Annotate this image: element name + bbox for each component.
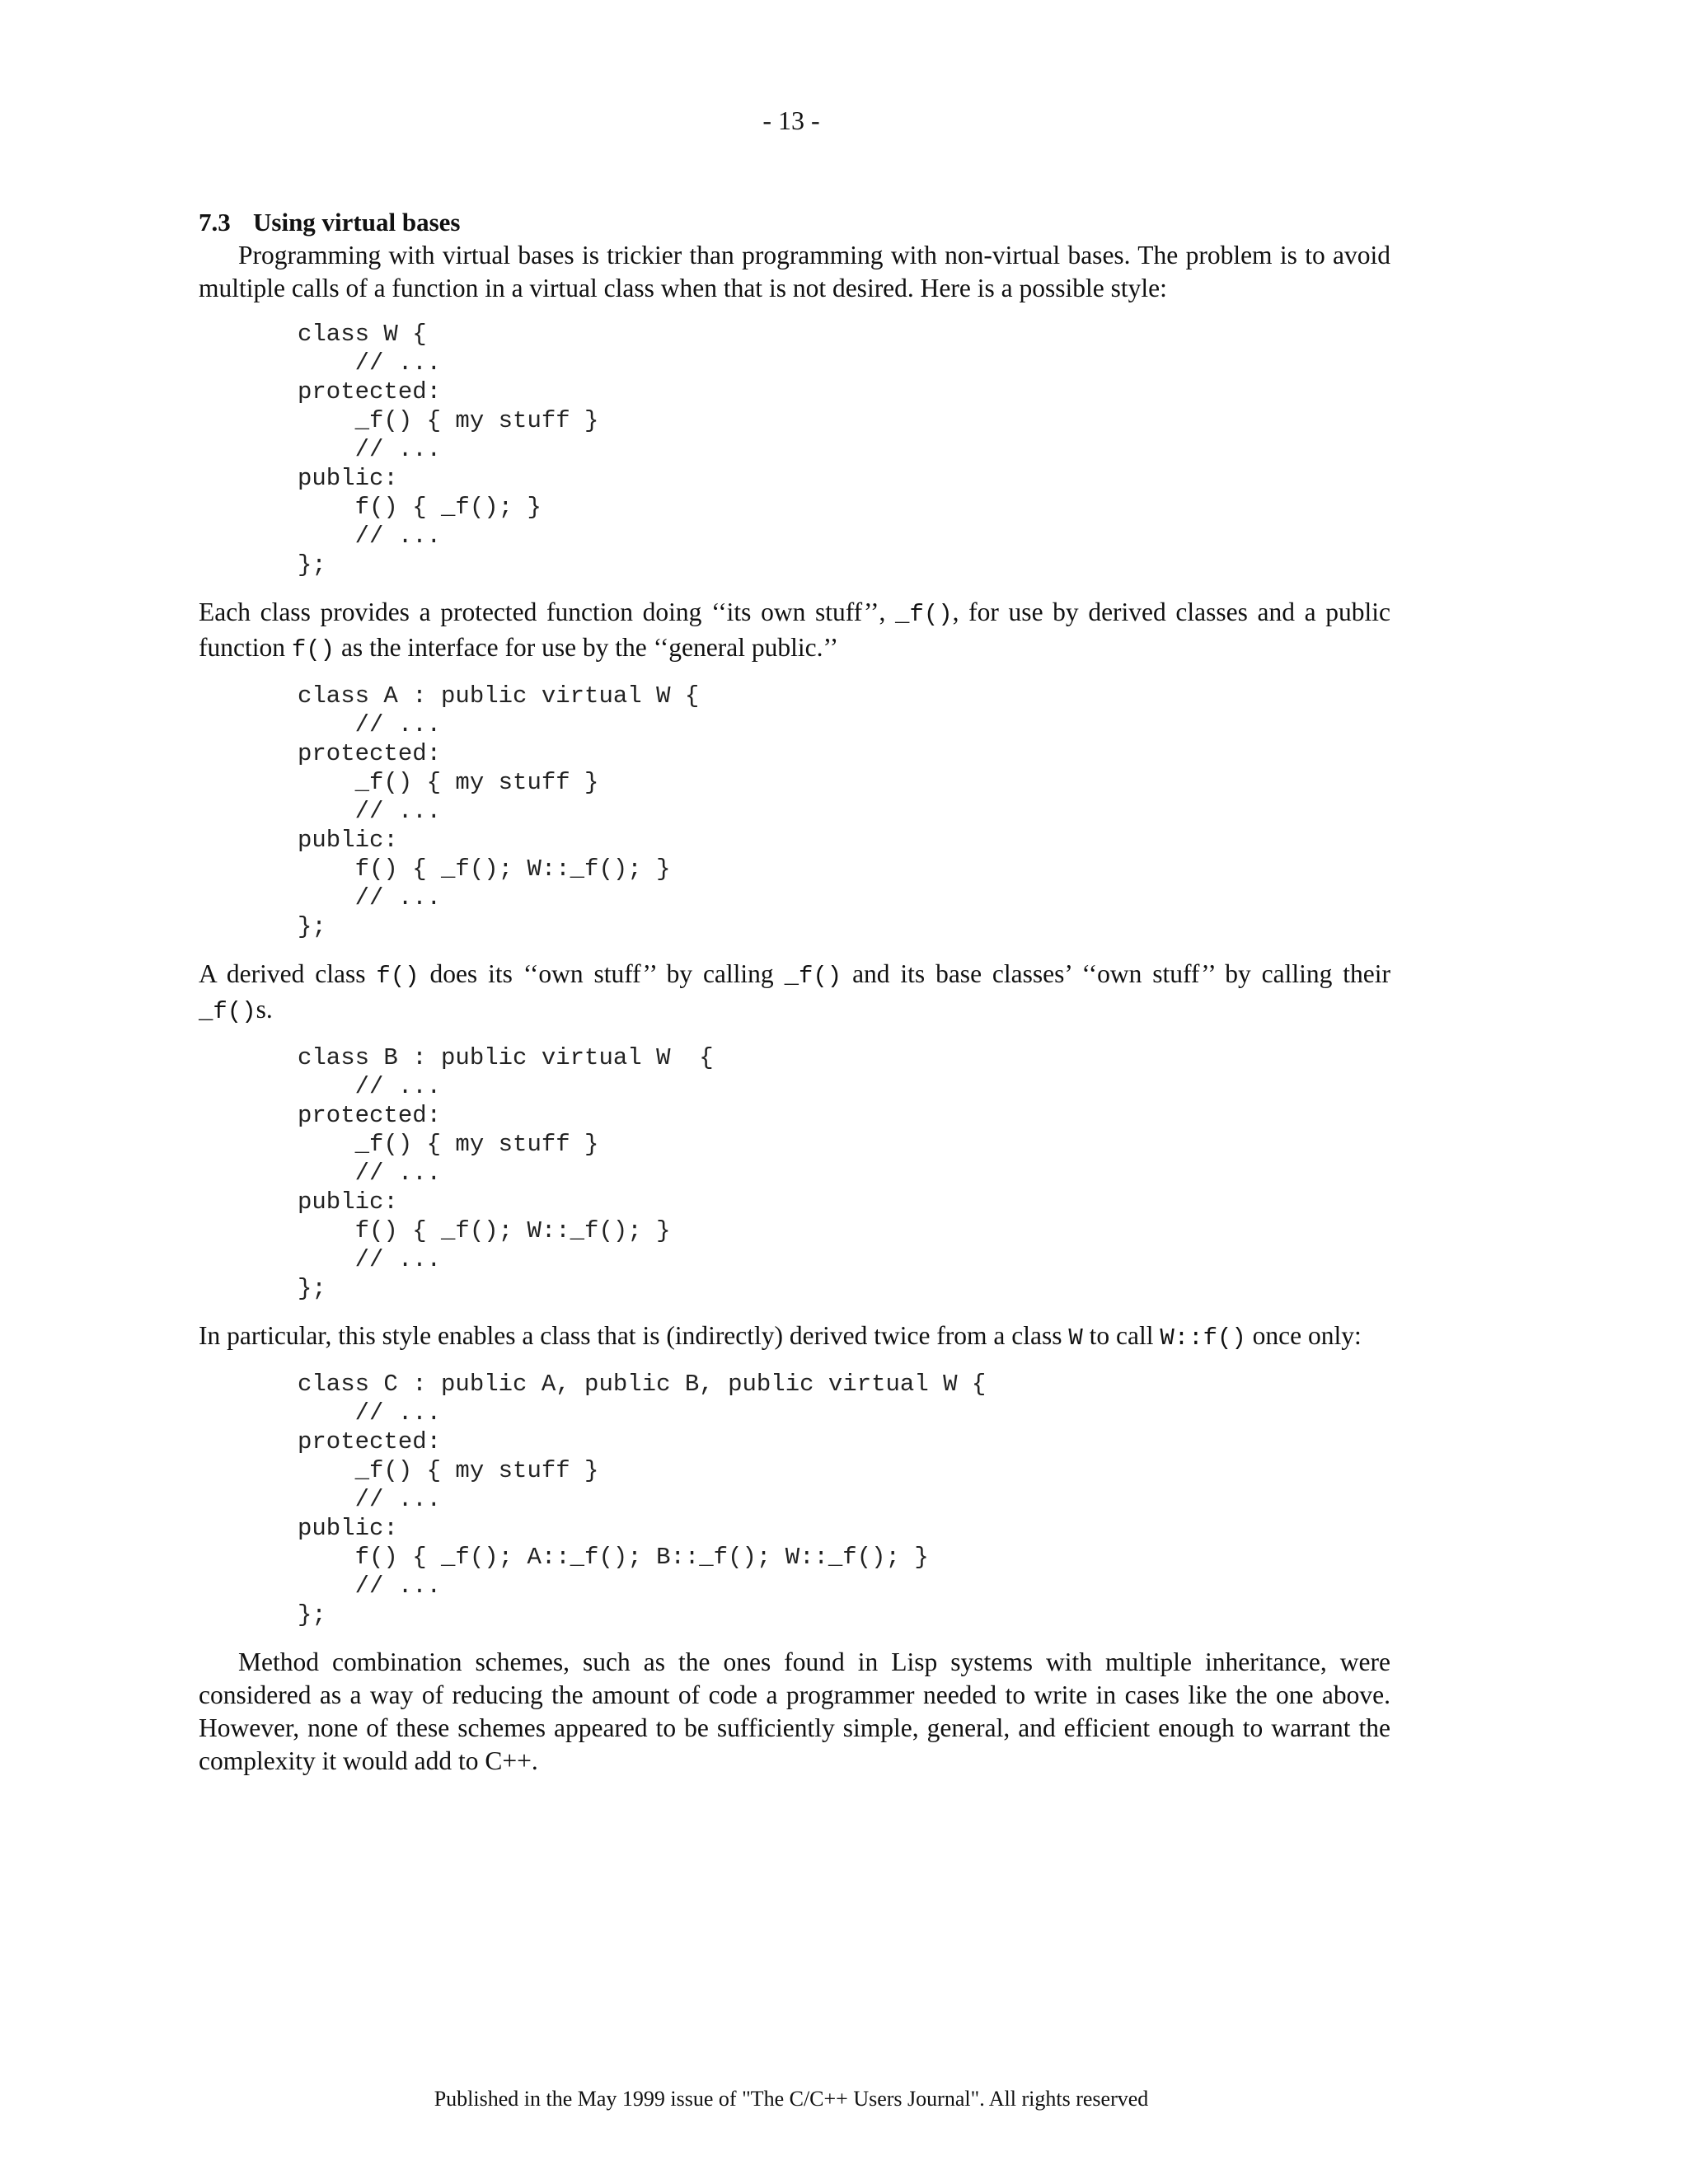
- text-run: as the interface for use by the ‘‘general public.’’: [335, 633, 839, 662]
- code-block-class-b: class B : public virtual W { // ... protected: _f() { my stuff } // ... public: f() { _f(); W::_f(); } // ... };: [298, 1044, 714, 1302]
- text-run: to call: [1082, 1321, 1160, 1350]
- section-number: 7.3: [199, 208, 231, 237]
- inline-code: W::f(): [1160, 1324, 1246, 1352]
- intro-paragraph: Programming with virtual bases is trickier than programming with non-virtual bases. The problem is to avoid multiple calls of a function in a virtual class when that is not desired. Here is a possible style:: [199, 241, 1390, 302]
- text-run: does its ‘‘own stuff’’ by calling: [419, 959, 785, 988]
- derived-class-paragraph: [199, 958, 1390, 1029]
- inline-code: _f(): [895, 601, 953, 628]
- text-run: In particular, this style enables a class that is (indirectly) derived twice from a class: [199, 1321, 1069, 1350]
- text-run: once only:: [1245, 1321, 1362, 1350]
- page-content: [199, 206, 1390, 1778]
- inline-code: f(): [376, 963, 420, 990]
- inline-code: _f(): [784, 963, 842, 990]
- code-block-class-a: class A : public virtual W { // ... protected: _f() { my stuff } // ... public: f() { _f(); W::_f(); } // ... };: [298, 682, 700, 940]
- particular-paragraph: [199, 1319, 1390, 1355]
- section-heading: [199, 206, 1390, 239]
- text-run: , for use by derived classes and a public function: [199, 598, 1391, 662]
- inline-code: W: [1068, 1324, 1083, 1352]
- inline-code: f(): [291, 636, 335, 663]
- text-run: s.: [256, 995, 273, 1024]
- code-block-class-w: class W { // ... protected: _f() { my stuff } // ... public: f() { _f(); } // ... };: [298, 321, 599, 579]
- text-run: and its base classes’ ‘‘own stuff’’ by calling their: [842, 959, 1390, 988]
- text-run: A derived class: [199, 959, 377, 988]
- footer-note: Published in the May 1999 issue of "The C/C++ Users Journal". All rights reserved: [434, 2087, 1149, 2111]
- inline-code: _f(): [199, 998, 256, 1025]
- text-run: Each class provides a protected function doing ‘‘its own stuff’’,: [199, 598, 896, 626]
- method-combination-paragraph: Method combination schemes, such as the ones found in Lisp systems with multiple inheritance, were considered as a way of reducing the amount of code a programmer needed to write in cases like the one above. However, none of these schemes appeared to be sufficiently simple, general, and efficient enough to warrant the complexity it would add to C++.: [199, 1647, 1390, 1775]
- each-class-paragraph: [199, 596, 1390, 667]
- page-number: - 13 -: [762, 105, 820, 135]
- code-block-class-c: class C : public A, public B, public virtual W { // ... protected: _f() { my stuff } // ... public: f() { _f(); A::_f(); B::_f(); W::_f(); } // ... };: [298, 1371, 987, 1629]
- section-title: Using virtual bases: [253, 208, 461, 237]
